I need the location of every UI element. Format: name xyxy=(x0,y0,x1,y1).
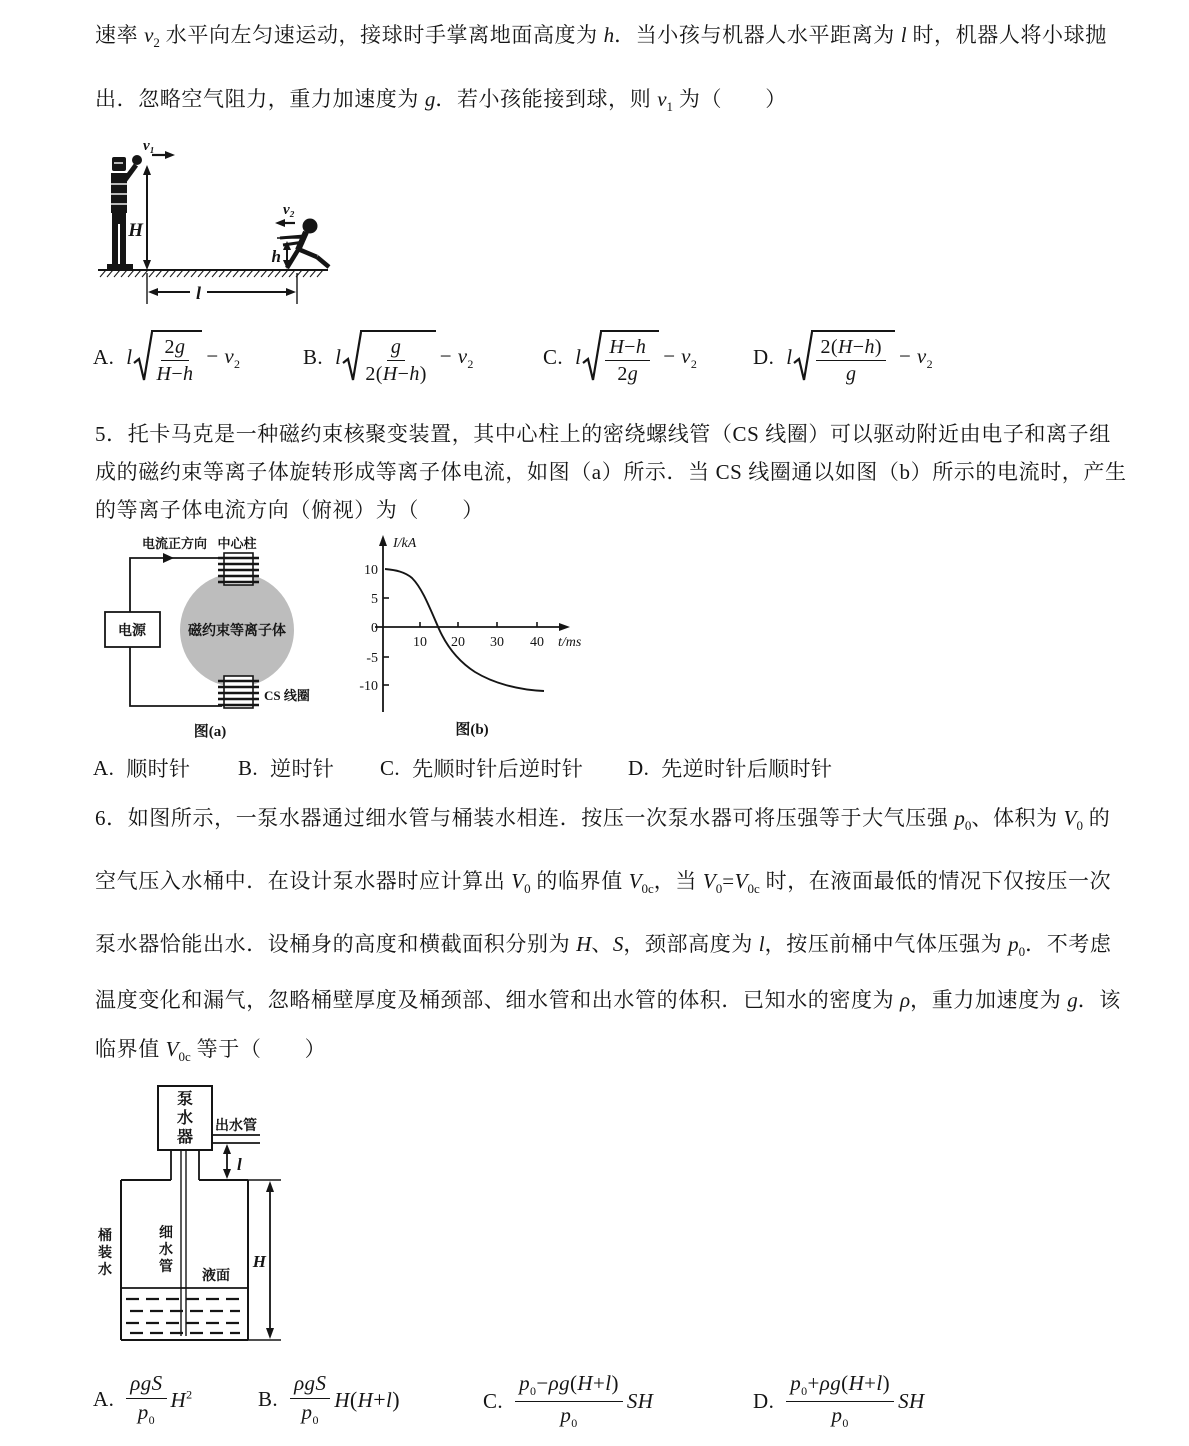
q5-figure-a xyxy=(100,530,358,750)
cs-coil-label: CS 线圈 xyxy=(264,688,310,703)
v1-label: v₁ xyxy=(143,138,155,154)
coefficient: l xyxy=(126,345,133,370)
option-label: A. xyxy=(93,1387,115,1412)
svg-text:水: 水 xyxy=(176,1110,194,1127)
sqrt: $\frac{2g}{H-h}$ xyxy=(133,330,202,386)
robot-child-diagram xyxy=(95,136,340,311)
svg-text:器: 器 xyxy=(176,1129,194,1146)
cs-coil-bottom xyxy=(218,676,259,708)
bucket-label xyxy=(98,1227,112,1278)
tokamak-diagram xyxy=(100,530,358,745)
x-axis-arrow xyxy=(559,623,570,631)
option-label: B. xyxy=(258,1387,279,1412)
q5-option-b xyxy=(238,753,334,783)
ball xyxy=(132,155,142,165)
q6-option-a: A. $\frac{\text{ρgS}}{p_0}$ $H^2$ xyxy=(93,1371,193,1427)
q6-text-line-1: 6．如图所示，一泵水器通过细水管与桶装水相连．按压一次泵水器可将压强等于大气压强 $p_0$、体积为 $V_0$ 的 xyxy=(95,806,1111,834)
q4-option-b xyxy=(303,330,474,386)
q5-text-line-3: 的等离子体电流方向（俯视）为（ ） xyxy=(95,498,484,522)
option-label: C. xyxy=(380,755,401,780)
y-tick-neg10: -10 xyxy=(359,679,378,694)
svg-text:管: 管 xyxy=(159,1260,173,1275)
y-tick-0: 0 xyxy=(371,621,378,636)
q5-text-line-2: 成的磁约束等离子体旋转形成等离子体电流，如图（a）所示．当 CS 线圈通以如图（b）所示的电流时，产生 xyxy=(95,460,1127,484)
option-label: C. xyxy=(543,345,564,370)
formula-tail: − $v_2$ xyxy=(439,343,474,371)
x-tick-40: 40 xyxy=(530,635,544,650)
l-label: l xyxy=(196,283,202,303)
q4-option-c xyxy=(543,330,697,386)
thin-water-pipe xyxy=(181,1150,186,1336)
ground xyxy=(98,270,328,277)
option-label: D. xyxy=(753,1388,775,1413)
v2-arrow xyxy=(275,219,295,227)
liquid-surface-label: 液面 xyxy=(202,1269,230,1284)
H-label: H xyxy=(128,220,143,241)
coefficient: l xyxy=(786,345,793,370)
y-tick-neg5: -5 xyxy=(366,651,378,666)
svg-text:桶: 桶 xyxy=(98,1229,112,1244)
q4-option-a xyxy=(93,330,240,386)
thin-pipe-label xyxy=(159,1225,173,1275)
option-text: 顺时针 xyxy=(126,757,191,781)
q6-option-d: D. $\frac{p_0+\rho g(H+l)}{p_0}$ SH xyxy=(753,1371,925,1430)
option-text: 先顺时针后逆时针 xyxy=(412,757,584,781)
current-time-graph xyxy=(358,532,593,745)
figure-a-caption: 图(a) xyxy=(193,724,227,740)
q5-option-c xyxy=(380,753,583,783)
plasma-label: 磁约束等离子体 xyxy=(188,624,286,639)
option-label: B. xyxy=(238,755,259,780)
l-label: l xyxy=(237,1155,242,1174)
current-curve xyxy=(385,569,544,691)
q5-figure-b xyxy=(358,532,593,750)
formula-tail: SH xyxy=(898,1389,925,1414)
q5-option-d xyxy=(628,753,832,783)
q5-option-a xyxy=(93,753,190,783)
y-tick-10: 10 xyxy=(364,563,378,578)
sqrt: $\frac{2(H-h)}{g}$ xyxy=(793,330,894,386)
svg-text:水: 水 xyxy=(98,1263,112,1278)
option-label: D. xyxy=(628,755,650,780)
q6-text-line-5: 临界值 $V_{0c}$ 等于（ ） xyxy=(95,1037,327,1065)
water-dashes xyxy=(126,1299,243,1333)
option-text: 先逆时针后顺时针 xyxy=(661,757,833,781)
H-label: H xyxy=(252,1252,266,1271)
outlet-pipe xyxy=(212,1135,260,1143)
bucket-neck xyxy=(171,1150,199,1180)
q4-figure xyxy=(95,136,340,316)
sqrt: $\frac{H-h}{2g}$ xyxy=(582,330,659,386)
sqrt: $\frac{g}{2(H-h)}$ xyxy=(342,330,435,386)
q6-option-b: B. $\frac{\text{ρgS}}{p_0}$ H(H+l) xyxy=(258,1371,401,1427)
formula-tail: − $v_2$ xyxy=(898,343,933,371)
formula-tail: $H^2$ xyxy=(170,1387,193,1412)
cs-coil-top xyxy=(218,553,259,585)
v1-arrow xyxy=(152,151,175,159)
q4-text-line-2: 出．忽略空气阻力，重力加速度为 g．若小孩能接到球，则 $v_1$ 为（ ） xyxy=(95,87,787,115)
q6-figure xyxy=(88,1078,298,1355)
y-tick-5: 5 xyxy=(371,592,378,607)
x-tick-30: 30 xyxy=(490,635,504,650)
svg-text:泵: 泵 xyxy=(176,1091,194,1108)
H-arrow xyxy=(143,165,151,270)
q6-text-line-3: 泵水器恰能出水．设桶身的高度和横截面积分别为 H、S，颈部高度为 l，按压前桶中气体压强为 $p_0$．不考虑 xyxy=(95,932,1112,960)
q4-option-d xyxy=(753,330,933,386)
option-label: B. xyxy=(303,345,324,370)
y-axis-arrow xyxy=(379,535,387,546)
formula-tail: H(H+l) xyxy=(334,1386,401,1412)
q5-text-line-1: 5．托卡马克是一种磁约束核聚变装置，其中心柱上的密绕螺线管（CS 线圈）可以驱动附近由电子和离子组 xyxy=(95,422,1111,446)
v2-label: v₂ xyxy=(283,202,295,218)
x-tick-10: 10 xyxy=(413,635,427,650)
l-arrow xyxy=(223,1144,231,1179)
q6-option-c: C. $\frac{p_0-\rho g(H+l)}{p_0}$ SH xyxy=(483,1371,654,1430)
q6-text-line-2: 空气压入水桶中．在设计泵水器时应计算出 $V_0$ 的临界值 $V_{0c}$，当 $V_0=V_{0c}$ 时，在液面最低的情况下仅按压一次 xyxy=(95,869,1112,897)
x-axis-title: t/ms xyxy=(558,635,582,650)
option-text: 逆时针 xyxy=(270,757,335,781)
option-label: C. xyxy=(483,1388,504,1413)
current-direction-label: 电流正方向 xyxy=(142,536,208,551)
H-arrow xyxy=(266,1181,274,1339)
power-supply-label: 电源 xyxy=(118,624,146,639)
svg-text:细: 细 xyxy=(159,1226,173,1241)
coefficient: l xyxy=(575,345,582,370)
current-arrow xyxy=(163,553,174,563)
q4-text-line-1: 速率 $v_2$ 水平向左匀速运动，接球时手掌离地面高度为 h．当小孩与机器人水平距离为 l 时，机器人将小球抛 xyxy=(95,23,1107,51)
bucket-outline xyxy=(121,1180,248,1340)
coefficient: l xyxy=(335,345,342,370)
l-measure xyxy=(147,273,297,304)
formula-tail: SH xyxy=(626,1389,654,1414)
option-label: D. xyxy=(753,345,775,370)
y-axis-title: I/kA xyxy=(393,536,417,551)
robot-figure xyxy=(107,157,136,270)
svg-text:水: 水 xyxy=(159,1243,173,1258)
option-label: A. xyxy=(93,345,115,370)
option-label: A. xyxy=(93,755,115,780)
svg-text:装: 装 xyxy=(98,1246,112,1261)
q6-text-line-4: 温度变化和漏气，忽略桶壁厚度及桶颈部、细水管和出水管的体积．已知水的密度为 ρ，重力加速度为 g．该 xyxy=(95,988,1121,1012)
pump-bucket-diagram xyxy=(88,1078,298,1350)
pump-label xyxy=(176,1089,193,1146)
center-column-label: 中心柱 xyxy=(217,536,257,551)
h-label: h xyxy=(271,247,281,266)
formula-tail: − $v_2$ xyxy=(206,343,241,371)
x-tick-20: 20 xyxy=(451,635,465,650)
outlet-pipe-label: 出水管 xyxy=(215,1119,257,1134)
formula-tail: − $v_2$ xyxy=(663,343,698,371)
figure-b-caption: 图(b) xyxy=(455,722,489,738)
